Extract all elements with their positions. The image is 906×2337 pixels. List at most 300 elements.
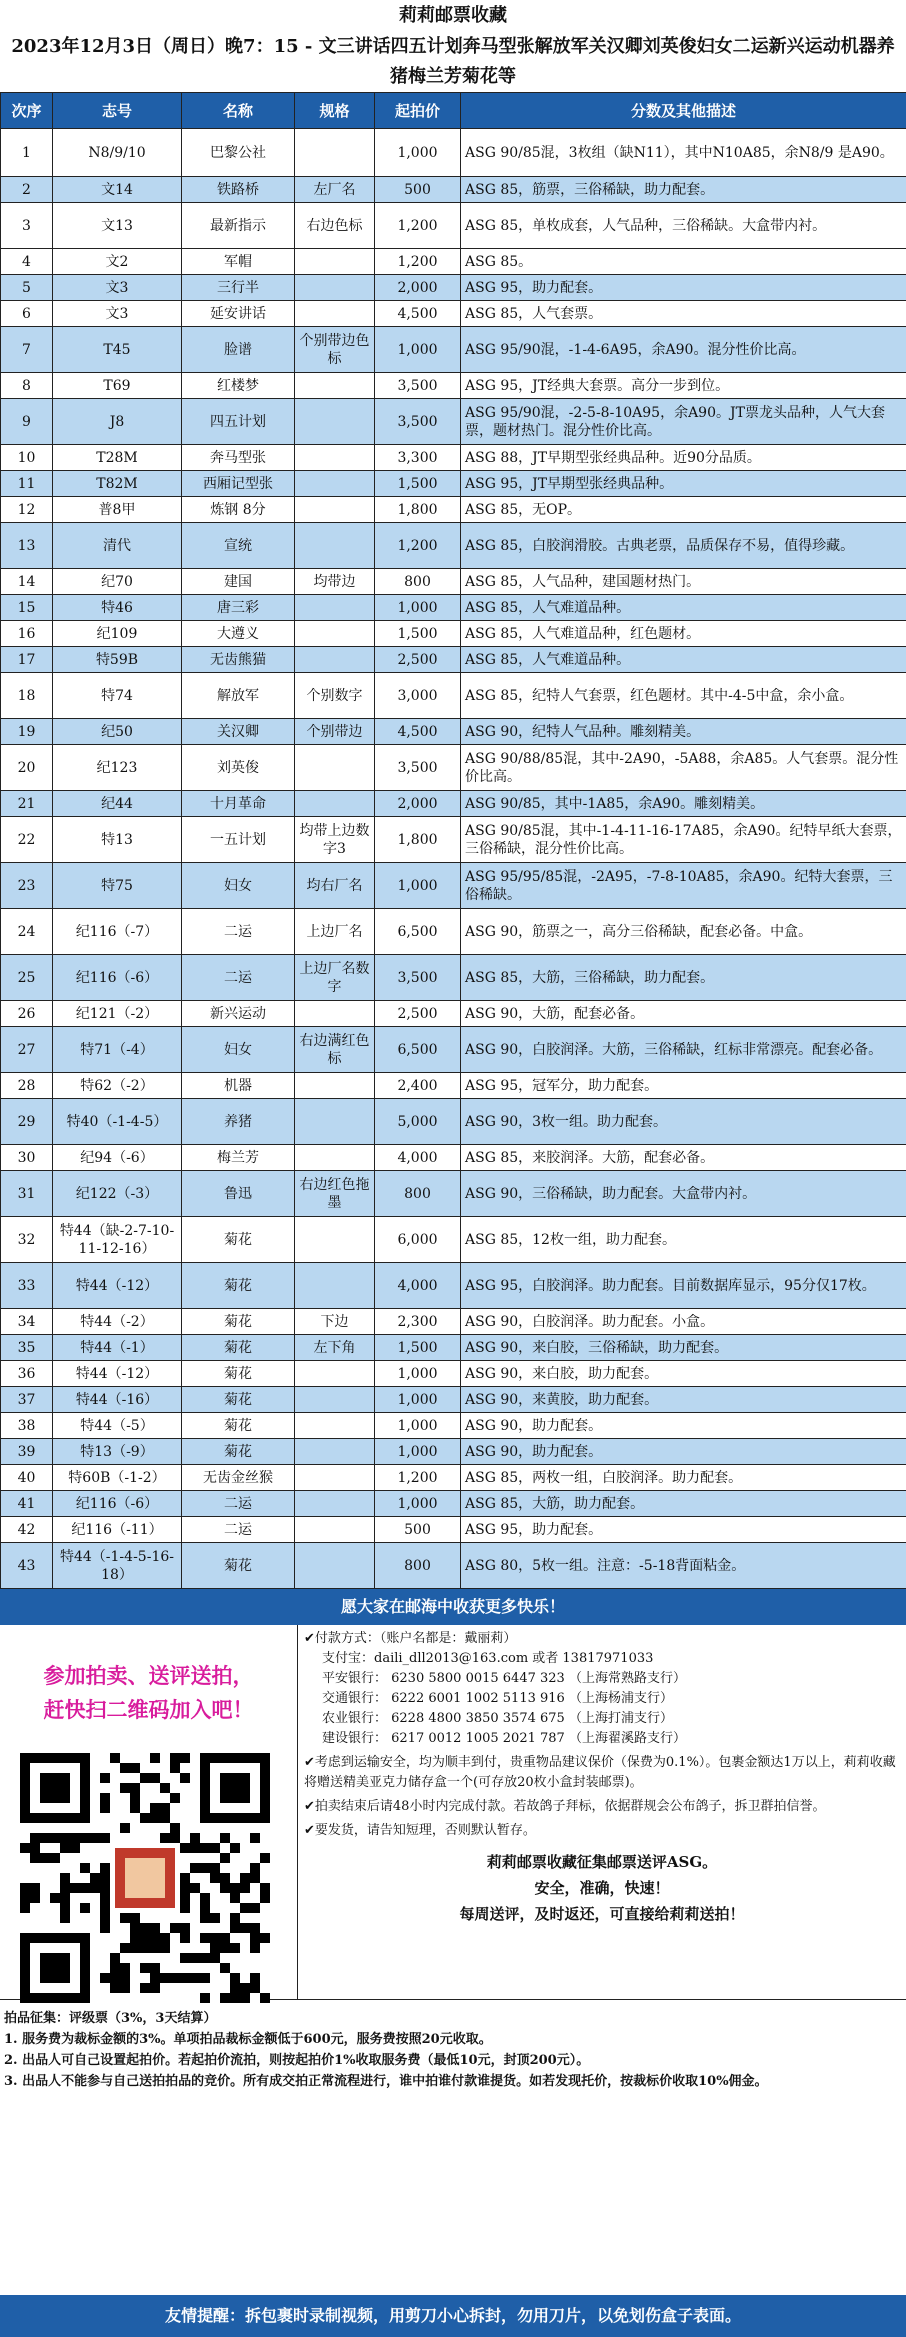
cell-no: 29 xyxy=(1,1099,53,1145)
cell-code: T28M xyxy=(53,445,182,471)
cell-desc: ASG 85。 xyxy=(461,249,906,275)
cell-desc: ASG 90，白胶润泽。大筋，三俗稀缺，红标非常漂亮。配套必备。 xyxy=(461,1027,906,1073)
cell-name: 西厢记型张 xyxy=(182,471,295,497)
payment-heading: ✔付款方式：（账户名都是：戴丽莉） xyxy=(304,1631,517,1646)
table-row xyxy=(1,203,906,249)
table-row xyxy=(1,327,906,373)
cell-name: 大遵义 xyxy=(182,621,295,647)
table-row xyxy=(1,673,906,719)
cell-name: 菊花 xyxy=(182,1387,295,1413)
cell-desc: ASG 90，来白胶，助力配套。 xyxy=(461,1361,906,1387)
cell-name: 建国 xyxy=(182,569,295,595)
cell-no: 1 xyxy=(1,129,53,177)
cell-name: 菊花 xyxy=(182,1413,295,1439)
info-section xyxy=(0,1625,906,2000)
cell-spec xyxy=(295,1387,375,1413)
cell-no: 5 xyxy=(1,275,53,301)
cell-spec xyxy=(295,1145,375,1171)
cell-no: 20 xyxy=(1,745,53,791)
cell-spec xyxy=(295,1413,375,1439)
cell-spec xyxy=(295,471,375,497)
table-row xyxy=(1,1413,906,1439)
cell-no: 38 xyxy=(1,1413,53,1439)
cell-no: 17 xyxy=(1,647,53,673)
cell-code: 特44（缺-2-7-10-11-12-16） xyxy=(53,1217,182,1263)
cell-no: 11 xyxy=(1,471,53,497)
cell-price: 1,500 xyxy=(375,1335,461,1361)
table-row xyxy=(1,909,906,955)
cell-spec xyxy=(295,621,375,647)
table-row xyxy=(1,1361,906,1387)
cell-price: 4,000 xyxy=(375,1263,461,1309)
col-header-name: 名称 xyxy=(182,93,295,129)
cell-price: 5,000 xyxy=(375,1099,461,1145)
cell-price: 1,000 xyxy=(375,1413,461,1439)
col-header-code: 志号 xyxy=(53,93,182,129)
cell-price: 500 xyxy=(375,1517,461,1543)
table-header-row xyxy=(1,93,906,129)
cell-code: 清代 xyxy=(53,523,182,569)
cell-code: 纪70 xyxy=(53,569,182,595)
cell-desc: ASG 95/90混，-1-4-6A95，余A90。混分性价比高。 xyxy=(461,327,906,373)
cell-name: 四五计划 xyxy=(182,399,295,445)
table-row xyxy=(1,1491,906,1517)
cell-spec: 右边色标 xyxy=(295,203,375,249)
cell-code: 纪121（-2） xyxy=(53,1001,182,1027)
cell-name: 关汉卿 xyxy=(182,719,295,745)
cell-spec: 均带上边数字3 xyxy=(295,817,375,863)
cell-name: 一五计划 xyxy=(182,817,295,863)
cell-code: 特44（-12） xyxy=(53,1361,182,1387)
table-row xyxy=(1,1335,906,1361)
rule-item: 3. 出品人不能参与自己送拍拍品的竞价。所有成交拍正常流程进行，谁中拍谁付款谁提货。如若发现托价，按裁标价收取10%佣金。 xyxy=(4,2074,768,2089)
cell-price: 3,000 xyxy=(375,673,461,719)
cell-spec xyxy=(295,301,375,327)
cell-price: 1,000 xyxy=(375,1439,461,1465)
cell-name: 菊花 xyxy=(182,1263,295,1309)
cell-spec: 个别数字 xyxy=(295,673,375,719)
cell-name: 二运 xyxy=(182,909,295,955)
cell-price: 2,400 xyxy=(375,1073,461,1099)
cell-no: 2 xyxy=(1,177,53,203)
cell-price: 1,000 xyxy=(375,327,461,373)
cell-price: 2,300 xyxy=(375,1309,461,1335)
cell-name: 唐三彩 xyxy=(182,595,295,621)
cell-code: 特44（-12） xyxy=(53,1263,182,1309)
table-row xyxy=(1,1309,906,1335)
cell-no: 28 xyxy=(1,1073,53,1099)
cell-desc: ASG 90，助力配套。 xyxy=(461,1439,906,1465)
cell-code: 特44（-1-4-5-16-18） xyxy=(53,1543,182,1589)
col-header-spec: 规格 xyxy=(295,93,375,129)
cell-desc: ASG 85，白胶润滑胶。古典老票，品质保存不易，值得珍藏。 xyxy=(461,523,906,569)
cell-no: 30 xyxy=(1,1145,53,1171)
cell-code: 特75 xyxy=(53,863,182,909)
cell-desc: ASG 85，纪特人气套票，红色题材。其中-4-5中盒，余小盒。 xyxy=(461,673,906,719)
cell-price: 6,500 xyxy=(375,1027,461,1073)
cell-no: 41 xyxy=(1,1491,53,1517)
table-row xyxy=(1,275,906,301)
cell-no: 7 xyxy=(1,327,53,373)
cell-desc: ASG 95，助力配套。 xyxy=(461,1517,906,1543)
table-row xyxy=(1,1099,906,1145)
cell-desc: ASG 85，大筋，三俗稀缺，助力配套。 xyxy=(461,955,906,1001)
cell-name: 新兴运动 xyxy=(182,1001,295,1027)
cell-desc: ASG 90，纪特人气品种。雕刻精美。 xyxy=(461,719,906,745)
cell-desc: ASG 90，三俗稀缺，助力配套。大盒带内衬。 xyxy=(461,1171,906,1217)
cell-name: 炼钢 8分 xyxy=(182,497,295,523)
table-row xyxy=(1,129,906,177)
cell-no: 6 xyxy=(1,301,53,327)
promo-line-2: 赶快扫二维码加入吧！ xyxy=(43,1697,254,1722)
cell-no: 31 xyxy=(1,1171,53,1217)
rule-item: 1. 服务费为裁标金额的3%。单项拍品裁标金额低于600元，服务费按照20元收取。 xyxy=(4,2032,492,2047)
cell-no: 23 xyxy=(1,863,53,909)
cell-spec xyxy=(295,129,375,177)
table-row xyxy=(1,1001,906,1027)
cell-no: 15 xyxy=(1,595,53,621)
cell-name: 无齿熊猫 xyxy=(182,647,295,673)
cell-desc: ASG 95，JT早期型张经典品种。 xyxy=(461,471,906,497)
cell-name: 脸谱 xyxy=(182,327,295,373)
cell-name: 延安讲话 xyxy=(182,301,295,327)
sign-line-1: 莉莉邮票收藏征集邮票送评ASG。 xyxy=(486,1853,718,1871)
cell-no: 3 xyxy=(1,203,53,249)
cell-code: N8/9/10 xyxy=(53,129,182,177)
cell-spec xyxy=(295,1001,375,1027)
sign-line-3: 每周送评，及时返还，可直接给莉莉送拍！ xyxy=(459,1905,745,1923)
cell-desc: ASG 90/88/85混，其中-2A90，-5A88，余A85。人气套票。混分性价比高。 xyxy=(461,745,906,791)
payment-deadline-note: ✔拍卖结束后请48小时内完成付款。若故鸽子拜标，依据群规会公布鸽子，拆卫群拍信誉。 xyxy=(304,1799,826,1814)
cell-no: 39 xyxy=(1,1439,53,1465)
cell-spec xyxy=(295,1543,375,1589)
cell-spec xyxy=(295,497,375,523)
cell-name: 无齿金丝猴 xyxy=(182,1465,295,1491)
cell-desc: ASG 95，JT经典大套票。高分一步到位。 xyxy=(461,373,906,399)
cell-price: 1,800 xyxy=(375,817,461,863)
signature-block xyxy=(304,1849,900,1927)
cell-name: 军帽 xyxy=(182,249,295,275)
cell-price: 1,000 xyxy=(375,129,461,177)
table-row xyxy=(1,745,906,791)
cell-code: 特59B xyxy=(53,647,182,673)
cell-desc: ASG 95/95/85混，-2A95，-7-8-10A85，余A90。纪特大套票，三俗稀缺。 xyxy=(461,863,906,909)
cell-name: 奔马型张 xyxy=(182,445,295,471)
table-row xyxy=(1,863,906,909)
cell-spec: 上边厂名数字 xyxy=(295,955,375,1001)
cell-desc: ASG 85，筋票，三俗稀缺，助力配套。 xyxy=(461,177,906,203)
cell-name: 妇女 xyxy=(182,1027,295,1073)
cell-no: 42 xyxy=(1,1517,53,1543)
cell-spec xyxy=(295,1361,375,1387)
cell-desc: ASG 85，人气套票。 xyxy=(461,301,906,327)
cell-desc: ASG 90，大筋，配套必备。 xyxy=(461,1001,906,1027)
cell-desc: ASG 90，3枚一组。助力配套。 xyxy=(461,1099,906,1145)
cell-code: 特74 xyxy=(53,673,182,719)
cell-price: 1,800 xyxy=(375,497,461,523)
cell-spec xyxy=(295,275,375,301)
cell-spec: 均带边 xyxy=(295,569,375,595)
cell-no: 22 xyxy=(1,817,53,863)
bank-line: 平安银行： 6230 5800 0015 6447 323 （上海常熟路支行） xyxy=(322,1671,686,1686)
cell-spec xyxy=(295,1099,375,1145)
cell-code: 纪116（-6） xyxy=(53,1491,182,1517)
cell-no: 26 xyxy=(1,1001,53,1027)
table-row xyxy=(1,1073,906,1099)
cell-price: 3,500 xyxy=(375,373,461,399)
cell-price: 800 xyxy=(375,569,461,595)
table-row xyxy=(1,1263,906,1309)
cell-code: 特13 xyxy=(53,817,182,863)
cell-no: 9 xyxy=(1,399,53,445)
reminder-banner: 友情提醒：拆包裹时录制视频，用剪刀小心拆封，勿用刀片，以免划伤盒子表面。 xyxy=(0,2295,906,2337)
cell-code: J8 xyxy=(53,399,182,445)
cell-name: 二运 xyxy=(182,955,295,1001)
col-header-price: 起拍价 xyxy=(375,93,461,129)
table-row xyxy=(1,569,906,595)
cell-spec xyxy=(295,373,375,399)
cell-code: 纪122（-3） xyxy=(53,1171,182,1217)
lots-table xyxy=(0,92,906,1589)
cell-desc: ASG 88，JT早期型张经典品种。近90分品质。 xyxy=(461,445,906,471)
cell-no: 40 xyxy=(1,1465,53,1491)
page-title: 莉莉邮票收藏 xyxy=(399,5,507,26)
cell-price: 6,500 xyxy=(375,909,461,955)
cell-name: 菊花 xyxy=(182,1217,295,1263)
cell-name: 梅兰芳 xyxy=(182,1145,295,1171)
table-row xyxy=(1,249,906,275)
cell-no: 43 xyxy=(1,1543,53,1589)
cell-no: 34 xyxy=(1,1309,53,1335)
table-row xyxy=(1,1027,906,1073)
cell-spec xyxy=(295,1073,375,1099)
cell-price: 1,200 xyxy=(375,249,461,275)
cell-desc: ASG 95，冠军分，助力配套。 xyxy=(461,1073,906,1099)
cell-desc: ASG 90/85混，其中-1-4-11-16-17A85，余A90。纪特早纸大套票，三俗稀缺，混分性价比高。 xyxy=(461,817,906,863)
cell-price: 3,500 xyxy=(375,745,461,791)
cell-name: 巴黎公社 xyxy=(182,129,295,177)
cell-price: 1,200 xyxy=(375,203,461,249)
cell-name: 二运 xyxy=(182,1517,295,1543)
cell-price: 2,500 xyxy=(375,647,461,673)
cell-spec xyxy=(295,1263,375,1309)
cell-spec: 上边厂名 xyxy=(295,909,375,955)
cell-price: 2,000 xyxy=(375,791,461,817)
cell-name: 铁路桥 xyxy=(182,177,295,203)
cell-code: 纪109 xyxy=(53,621,182,647)
cell-spec xyxy=(295,1491,375,1517)
cell-no: 13 xyxy=(1,523,53,569)
cell-code: 文3 xyxy=(53,275,182,301)
cell-spec: 个别带边 xyxy=(295,719,375,745)
table-row xyxy=(1,1145,906,1171)
cell-code: 文3 xyxy=(53,301,182,327)
cell-name: 菊花 xyxy=(182,1543,295,1589)
table-row xyxy=(1,1387,906,1413)
sign-line-2: 安全，准确，快速！ xyxy=(534,1879,670,1897)
cell-desc: ASG 85，人气品种，建国题材热门。 xyxy=(461,569,906,595)
table-row xyxy=(1,595,906,621)
cell-no: 19 xyxy=(1,719,53,745)
cell-desc: ASG 85，12枚一组，助力配套。 xyxy=(461,1217,906,1263)
cell-no: 33 xyxy=(1,1263,53,1309)
cell-no: 35 xyxy=(1,1335,53,1361)
table-row xyxy=(1,301,906,327)
cell-no: 24 xyxy=(1,909,53,955)
cell-code: 纪116（-11） xyxy=(53,1517,182,1543)
table-row xyxy=(1,955,906,1001)
alipay-line: 支付宝：daili_dll2013@163.com 或者 13817971033 xyxy=(322,1651,654,1666)
cell-price: 4,500 xyxy=(375,719,461,745)
cell-spec: 均右厂名 xyxy=(295,863,375,909)
cell-desc: ASG 95，助力配套。 xyxy=(461,275,906,301)
cell-no: 16 xyxy=(1,621,53,647)
cell-price: 1,500 xyxy=(375,471,461,497)
cell-code: 纪44 xyxy=(53,791,182,817)
cell-price: 3,300 xyxy=(375,445,461,471)
cell-desc: ASG 90，白胶润泽。助力配套。小盒。 xyxy=(461,1309,906,1335)
cell-price: 4,500 xyxy=(375,301,461,327)
cell-price: 1,000 xyxy=(375,595,461,621)
cell-no: 36 xyxy=(1,1361,53,1387)
cell-name: 菊花 xyxy=(182,1439,295,1465)
cell-desc: ASG 85，无OP。 xyxy=(461,497,906,523)
cell-code: 特44（-2） xyxy=(53,1309,182,1335)
cell-spec: 左下角 xyxy=(295,1335,375,1361)
cell-desc: ASG 85，大筋，助力配套。 xyxy=(461,1491,906,1517)
cell-price: 500 xyxy=(375,177,461,203)
cell-spec xyxy=(295,1217,375,1263)
cell-price: 2,500 xyxy=(375,1001,461,1027)
cell-name: 妇女 xyxy=(182,863,295,909)
cell-code: 特60B（-1-2） xyxy=(53,1465,182,1491)
bank-line: 交通银行： 6222 6001 1002 5113 916 （上海杨浦支行） xyxy=(322,1691,673,1706)
payment-panel xyxy=(298,1625,906,1999)
cell-spec: 左厂名 xyxy=(295,177,375,203)
cell-spec xyxy=(295,745,375,791)
cell-name: 解放军 xyxy=(182,673,295,719)
cell-code: 文2 xyxy=(53,249,182,275)
cell-no: 25 xyxy=(1,955,53,1001)
cell-no: 8 xyxy=(1,373,53,399)
cell-desc: ASG 90/85混，3枚组（缺N11），其中N10A85，余N8/9 是A90。 xyxy=(461,129,906,177)
table-row xyxy=(1,471,906,497)
cell-name: 最新指示 xyxy=(182,203,295,249)
cell-price: 3,500 xyxy=(375,955,461,1001)
cell-spec xyxy=(295,249,375,275)
qr-code-image xyxy=(20,1753,270,2003)
bank-line: 农业银行： 6228 4800 3850 3574 675 （上海打浦支行） xyxy=(322,1711,673,1726)
table-row xyxy=(1,647,906,673)
promo-line-1: 参加拍卖、送评送拍， xyxy=(43,1663,254,1688)
cell-price: 1,000 xyxy=(375,1361,461,1387)
delivery-note: ✔要发货，请告知短理，否则默认暂存。 xyxy=(304,1823,536,1838)
cell-code: 纪116（-6） xyxy=(53,955,182,1001)
table-row xyxy=(1,1217,906,1263)
cell-spec: 下边 xyxy=(295,1309,375,1335)
cell-price: 800 xyxy=(375,1543,461,1589)
cell-desc: ASG 90，来白胶，三俗稀缺，助力配套。 xyxy=(461,1335,906,1361)
consignment-rules xyxy=(0,2000,906,2099)
cell-desc: ASG 85，单枚成套，人气品种，三俗稀缺。大盒带内衬。 xyxy=(461,203,906,249)
cell-no: 10 xyxy=(1,445,53,471)
table-row xyxy=(1,177,906,203)
promo-panel xyxy=(0,1625,298,1999)
table-row xyxy=(1,373,906,399)
cell-name: 菊花 xyxy=(182,1361,295,1387)
cell-spec xyxy=(295,445,375,471)
cell-price: 1,200 xyxy=(375,523,461,569)
cell-name: 三行半 xyxy=(182,275,295,301)
cell-no: 21 xyxy=(1,791,53,817)
cell-spec xyxy=(295,1465,375,1491)
cell-no: 37 xyxy=(1,1387,53,1413)
cell-code: 文14 xyxy=(53,177,182,203)
cell-price: 1,000 xyxy=(375,863,461,909)
cell-price: 1,200 xyxy=(375,1465,461,1491)
cell-spec xyxy=(295,523,375,569)
table-row xyxy=(1,1465,906,1491)
cell-code: 普8甲 xyxy=(53,497,182,523)
col-header-desc: 分数及其他描述 xyxy=(461,93,906,129)
cell-no: 27 xyxy=(1,1027,53,1073)
cell-name: 养猪 xyxy=(182,1099,295,1145)
cell-code: 特62（-2） xyxy=(53,1073,182,1099)
table-row xyxy=(1,817,906,863)
cell-spec xyxy=(295,595,375,621)
cell-code: 特44（-1） xyxy=(53,1335,182,1361)
cell-desc: ASG 85，两枚一组，白胶润泽。助力配套。 xyxy=(461,1465,906,1491)
cell-spec xyxy=(295,399,375,445)
rules-heading: 拍品征集：评级票（3%，3天结算） xyxy=(4,2011,217,2026)
bank-line: 建设银行： 6217 0012 1005 2021 787 （上海翟溪路支行） xyxy=(322,1731,686,1746)
table-row xyxy=(1,445,906,471)
cell-price: 4,000 xyxy=(375,1145,461,1171)
cell-code: 特71（-4） xyxy=(53,1027,182,1073)
cell-spec xyxy=(295,1439,375,1465)
cell-spec: 右边满红色标 xyxy=(295,1027,375,1073)
cell-price: 2,000 xyxy=(375,275,461,301)
table-row xyxy=(1,523,906,569)
cell-code: 纪94（-6） xyxy=(53,1145,182,1171)
cell-name: 红楼梦 xyxy=(182,373,295,399)
cell-no: 12 xyxy=(1,497,53,523)
cell-name: 宣统 xyxy=(182,523,295,569)
cell-spec xyxy=(295,1517,375,1543)
cell-spec: 个别带边色标 xyxy=(295,327,375,373)
cell-desc: ASG 85，人气难道品种。 xyxy=(461,595,906,621)
cell-code: 纪123 xyxy=(53,745,182,791)
cell-spec: 右边红色拖墨 xyxy=(295,1171,375,1217)
shipping-note: ✔考虑到运输安全，均为顺丰到付，贵重物品建议保价（保费为0.1%）。包裹金额达1万以上，莉莉收藏将赠送精美亚克力储存盒一个(可存放20枚小盒封装邮票)。 xyxy=(304,1755,896,1790)
cell-code: T69 xyxy=(53,373,182,399)
cell-code: 特44（-5） xyxy=(53,1413,182,1439)
cell-no: 4 xyxy=(1,249,53,275)
rule-item: 2. 出品人可自己设置起拍价。若起拍价流拍，则按起拍价1%收取服务费（最低10元，封顶200元）。 xyxy=(4,2053,590,2068)
cell-name: 二运 xyxy=(182,1491,295,1517)
cell-code: T82M xyxy=(53,471,182,497)
cell-name: 菊花 xyxy=(182,1335,295,1361)
col-header-no: 次序 xyxy=(1,93,53,129)
cell-desc: ASG 95/90混，-2-5-8-10A95，余A90。JT票龙头品种，人气大套票，题材热门。混分性价比高。 xyxy=(461,399,906,445)
cell-name: 鲁迅 xyxy=(182,1171,295,1217)
cell-no: 32 xyxy=(1,1217,53,1263)
wishes-banner: 愿大家在邮海中收获更多快乐！ xyxy=(0,1589,906,1625)
table-row xyxy=(1,719,906,745)
cell-desc: ASG 80，5枚一组。注意：-5-18背面粘金。 xyxy=(461,1543,906,1589)
cell-desc: ASG 85，人气难道品种。 xyxy=(461,647,906,673)
table-row xyxy=(1,1171,906,1217)
